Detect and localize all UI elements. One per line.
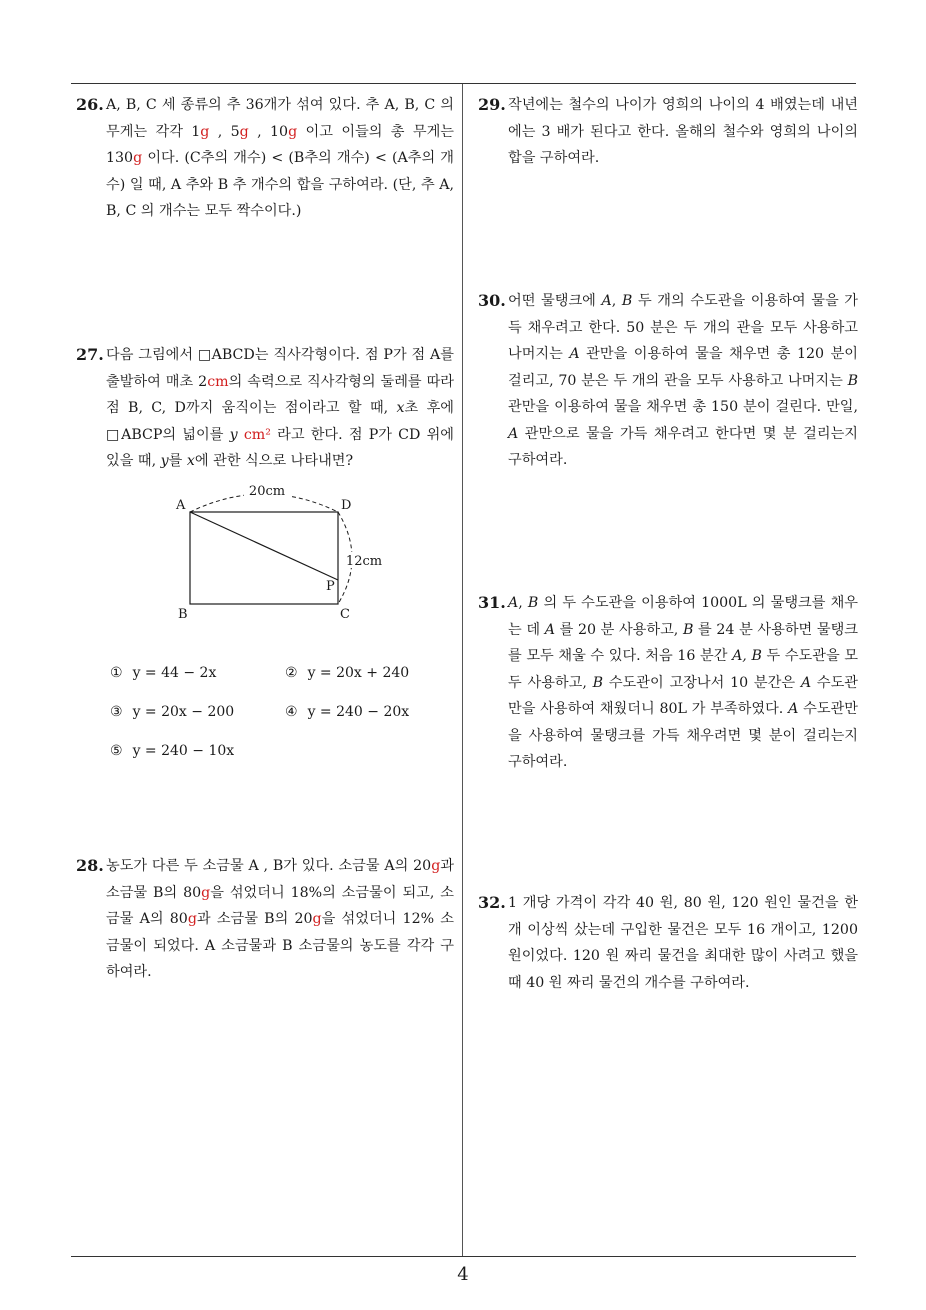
unit-text: g — [201, 884, 211, 901]
problem-31 — [478, 590, 858, 776]
unit-text: g — [187, 911, 197, 927]
problem-text — [106, 342, 454, 475]
text-segment: , — [611, 293, 622, 309]
text-segment: 수도관이 고장나서 10 분간은 — [603, 674, 801, 691]
text-segment: 를 24 분 사용하면 물탱크를 모두 채울 수 있다. 처음 16 분간 — [508, 621, 859, 664]
choice-expression: y = 240 − 20x — [307, 704, 410, 720]
variable-text: B — [847, 372, 858, 389]
variable-text: y — [160, 453, 169, 469]
top-length-label: 20cm — [248, 484, 286, 499]
choice-expression: y = 240 − 10x — [132, 743, 235, 759]
variable-text: x — [186, 453, 195, 469]
variable-text: A, B — [732, 648, 762, 664]
vertex-c-label: C — [340, 607, 350, 622]
variable-text: y — [229, 426, 238, 443]
page-number: 4 — [457, 1264, 469, 1285]
problem-26 — [76, 92, 454, 225]
variable-text: A — [569, 346, 580, 362]
problem-number: 31. — [478, 593, 506, 612]
bottom-rule — [71, 1256, 856, 1257]
problem-29 — [478, 92, 858, 172]
vertex-b-label: B — [178, 607, 188, 622]
unit-text: g — [239, 123, 249, 140]
text-segment: 과 소금물 B의 20 — [196, 911, 313, 927]
problem-number: 27. — [76, 345, 104, 364]
text-segment: 이고 이들의 총 무게는 130 — [106, 123, 454, 166]
choice-2[interactable]: ② y = 20x + 240 — [285, 665, 410, 681]
text-segment: 을 섞었더니 18%의 소금물이 되고, 소금물 A의 80 — [106, 884, 454, 927]
vertex-a-label: A — [176, 498, 186, 513]
problem-text — [508, 590, 858, 776]
problem-text — [106, 853, 454, 986]
point-p-label: P — [326, 579, 335, 594]
problem-number: 28. — [76, 856, 104, 875]
problem-text — [508, 890, 858, 996]
rectangle-abcd — [190, 512, 338, 604]
unit-text: g — [200, 123, 210, 140]
text-segment: 를 20 분 사용하고, — [554, 621, 683, 638]
problem-30 — [478, 288, 858, 474]
text-segment: 를 — [168, 453, 187, 469]
text-segment: 과 소금물 B의 80 — [106, 858, 454, 901]
choice-5[interactable]: ⑤ y = 240 − 10x — [110, 743, 235, 759]
text-segment: 두 수도관을 모두 사용하고, — [508, 648, 858, 691]
text-segment: , 10 — [248, 123, 289, 140]
choice-expression: y = 44 − 2x — [132, 665, 217, 681]
text-segment: 수도관만을 사용하여 물탱크를 가득 채우려면 몇 분이 걸리는지 구하여라. — [508, 701, 858, 770]
variable-text: A — [800, 674, 812, 691]
choice-3[interactable]: ③ y = 20x − 200 — [110, 704, 235, 720]
text-segment: 작년에는 철수의 나이가 영희의 나이의 4 배였는데 내년에는 3 배가 된다고 한다. 올해의 철수와 영희의 나이의 합을 구하여라. — [508, 97, 858, 166]
choice-1[interactable]: ① y = 44 − 2x — [110, 665, 217, 681]
rectangle-figure — [160, 478, 400, 623]
choice-4[interactable]: ④ y = 240 − 20x — [285, 704, 410, 720]
problem-27 — [76, 342, 454, 475]
choice-expression: y = 20x − 200 — [132, 704, 235, 720]
text-segment: 을 섞었더니 12% 소금물이 되었다. A 소금물과 B 소금물의 농도를 각각 구하여라. — [106, 911, 454, 980]
variable-text: B — [621, 293, 633, 309]
text-segment: 초 후에 □ABCP의 넓이를 — [106, 400, 454, 443]
text-segment: 의 속력으로 직사각형의 둘레를 따라 점 B, C, D까지 움직이는 점이라고 할 때, — [106, 373, 455, 416]
text-segment: , — [518, 595, 528, 611]
problem-text — [508, 92, 858, 172]
vertex-d-label: D — [341, 498, 352, 513]
text-segment: 의 두 수도관을 이용하여 1000L 의 물탱크를 채우는 데 — [508, 595, 858, 638]
text-segment: 관만을 이용하여 물을 채우면 총 120 분이 걸리고, 70 분은 두 개의 관을 모두 사용하고 나머지는 — [508, 346, 858, 389]
problem-28 — [76, 853, 454, 986]
text-segment: 어떤 물탱크에 — [508, 293, 602, 309]
top-rule — [71, 83, 856, 84]
text-segment: 관만으로 물을 가득 채우려고 한다면 몇 분 걸리는지 구하여라. — [508, 425, 858, 468]
variable-text: A — [544, 621, 555, 638]
text-segment: A, B, C 세 종류의 추 36개가 섞여 있다. 추 A, B, C 의 무게는 각각 1 — [106, 97, 454, 140]
choice-expression: y = 20x + 240 — [307, 665, 410, 681]
segment-ap — [190, 512, 338, 580]
problem-32 — [478, 890, 858, 996]
problem-text — [106, 92, 454, 225]
variable-text: A — [508, 425, 519, 442]
unit-text: g — [312, 911, 322, 927]
column-divider — [462, 84, 463, 1257]
problem-number: 26. — [76, 95, 104, 114]
side-length-label: 12cm — [345, 554, 383, 569]
variable-text: A — [788, 701, 799, 717]
unit-text: cm² — [243, 426, 271, 443]
text-segment: 1 개당 가격이 각각 40 원, 80 원, 120 원인 물건을 한 개 이상씩 샀는데 구입한 물건은 모두 16 개이고, 1200 원이었다. 120 원 짜리 물건을 최대한 많이 사려고 했을 때 40 원 짜리 물건의 개수를 구하여라. — [508, 895, 858, 991]
text-segment: 이다. (C추의 개수) < (B추의 개수) < (A추의 개수) 일 때, A 추와 B 추 개수의 합을 구하여라. (단, 추 A, B, C 의 개수는 모두 짝수이다.) — [106, 150, 454, 219]
unit-text: g — [288, 123, 298, 140]
text-segment: 라고 한다. 점 P가 CD 위에 있을 때, — [106, 426, 454, 469]
text-segment: 다음 그림에서 □ABCD는 직사각형이다. 점 P가 점 A를 출발하여 매초 2 — [106, 347, 454, 390]
text-segment: , 5 — [209, 123, 240, 140]
unit-text: g — [431, 858, 441, 874]
variable-text: A — [601, 293, 612, 309]
text-segment: 두 개의 수도관을 이용하여 물을 가득 채우려고 한다. 50 분은 두 개의 관을 모두 사용하고 나머지는 — [508, 293, 858, 362]
text-segment: 에 관한 식으로 나타내면? — [194, 453, 354, 469]
text-segment: 농도가 다른 두 소금물 A , B가 있다. 소금물 A의 20 — [106, 858, 432, 874]
variable-text: B — [682, 621, 694, 638]
text-segment: 수도관만을 사용하여 채웠더니 80L 가 부족하였다. — [508, 674, 858, 717]
problem-text — [508, 288, 858, 474]
variable-text: B — [527, 595, 539, 611]
problem-number: 32. — [478, 893, 506, 912]
variable-text: A — [508, 595, 519, 611]
text-segment: 관만을 이용하여 물을 채우면 총 150 분이 걸린다. 만일, — [508, 399, 858, 415]
problem-number: 29. — [478, 95, 506, 114]
variable-text: B — [592, 674, 604, 691]
unit-text: cm — [207, 373, 229, 390]
variable-text: x — [396, 400, 405, 416]
problem-number: 30. — [478, 291, 506, 310]
unit-text: g — [133, 150, 143, 166]
